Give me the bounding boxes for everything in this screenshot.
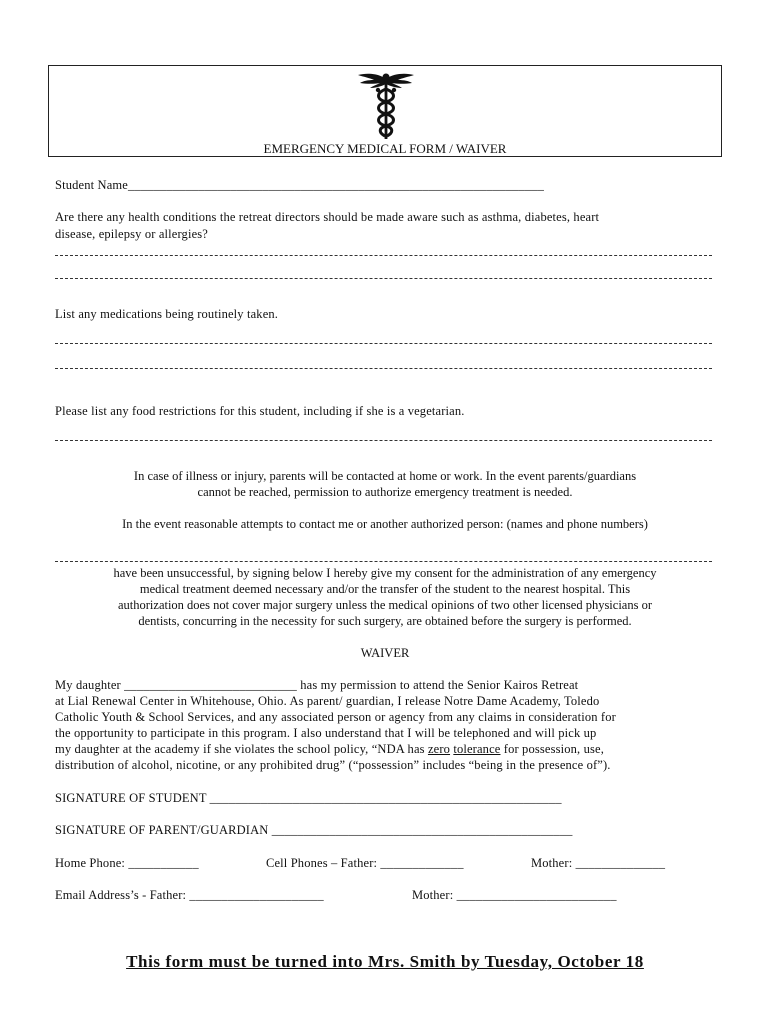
authorized-contacts-answer-line[interactable] [55,561,712,562]
zero-underlined: zero [427,742,451,756]
student-signature-row [55,791,562,806]
waiver-line-5-start: my daughter at the academy if she violates the school policy, “NDA has [55,742,428,756]
waiver-line-5 [55,742,604,757]
parent-signature-row [55,823,573,838]
food-restrictions-answer-line[interactable] [55,440,712,441]
tolerance-underlined: tolerance [453,742,501,756]
daughter-name-field[interactable]: ___________________________ [124,678,297,692]
consent-line-3: authorization does not cover major surgery unless the medical opinions of two other licensed physicians or [117,598,652,612]
student-signature-label: SIGNATURE OF STUDENT [55,791,210,805]
mother-phone-field[interactable]: Mother: ______________ [531,856,666,870]
medications-answer-line-1[interactable] [55,343,712,344]
waiver-heading: WAIVER [360,646,410,660]
waiver-line-1-start: My daughter [55,678,125,692]
mother-email-field[interactable]: Mother: _________________________ [412,888,617,902]
waiver-line-5-end: for possession, use, [500,742,604,756]
waiver-line-1-end: has my permission to attend the Senior Kairos Retreat [296,678,579,692]
contact-paragraph-line-1: In case of illness or injury, parents will be contacted at home or work. In the event parents/guardians [133,469,637,483]
contact-paragraph-line-2: cannot be reached, permission to authorize emergency treatment is needed. [197,485,573,499]
father-cell-phone-field[interactable]: Cell Phones – Father: _____________ [266,856,464,870]
medications-label: List any medications being routinely taken. [55,307,279,321]
student-name-label: Student Name [55,178,128,192]
parent-signature-field[interactable]: _______________________________________________ [271,823,573,837]
student-name-row [55,178,544,193]
form-title: EMERGENCY MEDICAL FORM / WAIVER [263,141,507,156]
turn-in-notice: This form must be turned into Mrs. Smith by Tuesday, October 18 [126,952,644,971]
health-answer-line-2[interactable] [55,278,712,279]
header-box [48,65,722,157]
waiver-line-4: the opportunity to participate in this program. I also understand that I will be telephoned and will pick up [55,726,597,740]
student-signature-field[interactable]: _______________________________________________________ [209,791,562,805]
student-name-field[interactable]: _________________________________________________________________ [127,178,544,192]
health-question-line-1: Are there any health conditions the retreat directors should be made aware such as asthma, diabetes, heart [55,210,600,224]
consent-line-1: have been unsuccessful, by signing below I hereby give my consent for the administration of any emergency [113,566,657,580]
food-restrictions-label: Please list any food restrictions for this student, including if she is a vegetarian. [55,404,465,418]
waiver-line-6: distribution of alcohol, nicotine, or any prohibited drug” (“possession” includes “being in the presence of”). [55,758,611,772]
consent-line-4: dentists, concurring in the necessity for such surgery, are obtained before the surgery is performed. [138,614,632,628]
waiver-line-2: at Lial Renewal Center in Whitehouse, Ohio. As parent/ guardian, I release Notre Dame Academy, Toledo [55,694,600,708]
caduceus-logo [356,69,416,141]
health-answer-line-1[interactable] [55,255,712,256]
reasonable-attempts-line: In the event reasonable attempts to contact me or another authorized person: (names and phone numbers) [122,517,648,531]
father-email-field[interactable]: Email Address’s - Father: _____________________ [55,888,324,902]
waiver-line-1 [55,678,578,693]
waiver-line-3: Catholic Youth & School Services, and any associated person or agency from any claims in consideration for [55,710,616,724]
medications-answer-line-2[interactable] [55,368,712,369]
home-phone-field[interactable]: Home Phone: ___________ [55,856,199,870]
parent-signature-label: SIGNATURE OF PARENT/GUARDIAN [55,823,272,837]
health-question-line-2: disease, epilepsy or allergies? [55,227,208,241]
consent-line-2: medical treatment deemed necessary and/or the transfer of the student to the nearest hospital. This [139,582,631,596]
